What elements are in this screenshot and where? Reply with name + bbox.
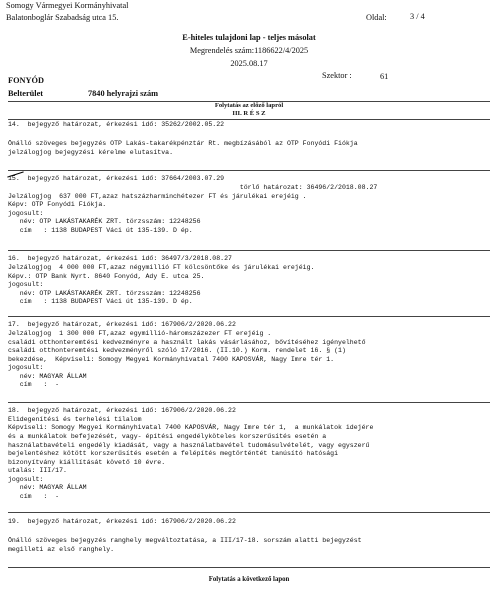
entry-line: jogosult: [8, 281, 44, 288]
entry-line: név: MAGYAR ÁLLAM [8, 484, 87, 491]
document-title: E-hiteles tulajdoni lap - teljes másolat [182, 33, 316, 42]
continuation-next: Folytatás a következő lapon [208, 576, 290, 583]
entry-line: 19. bejegyző határozat, érkezési idő: 167906/2/2020.06.22 [8, 518, 236, 525]
settlement-name: FONYÓD [8, 76, 44, 85]
entry-line: név: OTP LAKÁSTAKARÉK ZRT. törzsszám: 12248256 [8, 218, 201, 225]
entry-line: név: OTP LAKÁSTAKARÉK ZRT. törzsszám: 12248256 [8, 290, 201, 297]
entry-line: utalás: III/17. [8, 467, 67, 474]
entry-line: Jelzálogjog 1 300 000 FT,azaz egymillió-háromszázezer FT erejéig . [8, 330, 272, 337]
entry-line: Képv: OTP Fonyódi Fiókja. [8, 201, 107, 208]
section-divider [8, 119, 490, 120]
footer-divider [8, 567, 490, 568]
entry-line: cím : - [8, 493, 60, 500]
entry-line: családi otthonteremtési kedvezményre a használt lakás vásárlásához, bővítéséhez igényelhető [8, 339, 366, 346]
entry-line: bekezdése, Képviseli: Somogy Megyei Kormányhivatal 7400 KAPOSVÁR, Nagy Imre tér 1. [8, 356, 335, 363]
entry-line: cím : 1138 BUDAPEST Váci út 135-139. D ép. [8, 227, 193, 234]
entry-line: cím : 1138 BUDAPEST Váci út 135-139. D ép. [8, 298, 193, 305]
entry-line: 15. bejegyző határozat, érkezési idő: 37664/2003.07.29 [8, 175, 225, 182]
sector-label: Szektor : [322, 71, 352, 80]
entry-line: cím : - [8, 381, 60, 388]
office-name: Somogy Vármegyei Kormányhivatal [6, 1, 129, 10]
entry-line: Jelzálogjog 4 000 000 FT,azaz négymillió FT kölcsöntőke és járulékai erejéig. [8, 264, 315, 271]
parcel-number: 7840 helyrajzi szám [88, 89, 159, 98]
entry-line: és a munkálatok befejezését, vagy- építési engedélyköteles korszerűsítés esetén a [8, 433, 327, 440]
entry-line: Elidegenítési és terhelési tilalom [8, 416, 142, 423]
office-address: Balatonboglár Szabadság utca 15. [6, 13, 119, 22]
entry-line: megilleti az első ranghely. [8, 546, 115, 553]
entry-divider [8, 250, 490, 251]
order-number: Megrendelés szám:1186622/4/2025 [189, 46, 309, 55]
entry-line: családi otthonteremtési kedvezményről szóló 17/2016. (II.10.) Korm. rendelet 16. § (1) [8, 347, 346, 354]
entry-line: bejelentéshez kötött korszerűsítés esetén a felépítés megtörténtét tanúsító hatósági [8, 450, 339, 457]
document-date: 2025.08.17 [230, 59, 268, 68]
entry-divider [8, 512, 490, 513]
entry-line: törlő határozat: 36496/2/2018.08.27 [8, 184, 378, 191]
entry-line: név: MAGYAR ÁLLAM [8, 373, 87, 380]
entry-line: jogosult: [8, 476, 44, 483]
entry-line: használatbavételi engedély kiadását, vagy a használatbavétel tudomásulvételét, vagy egyszerű [8, 442, 370, 449]
entry-line: Jelzálogjog 637 000 FT,azaz hatszázharminchétezer FT és járulékai erejéig . [8, 193, 307, 200]
entry-line: jogosult: [8, 364, 44, 371]
entry-line: 17. bejegyző határozat, érkezési idő: 167906/2/2020.06.22 [8, 321, 236, 328]
entry-line: Képv.: OTP Bank Nyrt. 8640 Fonyód, Ady E. utca 25. [8, 273, 205, 280]
sector-value: 61 [380, 72, 389, 81]
entry-divider [8, 402, 490, 403]
part-title: III. R É S Z [232, 110, 266, 117]
entry-line: jelzálogjog bejegyzési kérelme elutasítva. [8, 149, 174, 156]
entry-divider [8, 316, 490, 317]
entry-line: Önálló szöveges bejegyzés ranghely megváltoztatása, a III/17-18. sorszám alatti bejegyzést [8, 537, 362, 544]
entry-line: 18. bejegyző határozat, érkezési idő: 167906/2/2020.06.22 [8, 407, 236, 414]
entry-line: bizonyítvány kiállítását követő 10 évre. [8, 459, 166, 466]
entry-line: jogosult: [8, 210, 44, 217]
area-type: Belterület [8, 89, 44, 98]
page-label: Oldal: [366, 13, 387, 22]
entry-divider [8, 170, 490, 171]
entry-line: 16. bejegyző határozat, érkezési idő: 36497/3/2018.08.27 [8, 255, 232, 262]
entry-line: Önálló szöveges bejegyzés OTP Lakás-takarékpénztár Rt. megbízásából az OTP Fonyódi Fiókja [8, 140, 358, 147]
page-number: 3 / 4 [410, 12, 425, 21]
entry-line: Képviseli: Somogy Megyei Kormányhivatal 7400 KAPOSVÁR, Nagy Imre tér 1, a munkálatok idejére [8, 424, 374, 431]
entry-line: 14. bejegyző határozat, érkezési idő: 35262/2002.05.22 [8, 121, 225, 128]
continuation-title: Folytatás az előző lapról [214, 102, 284, 109]
